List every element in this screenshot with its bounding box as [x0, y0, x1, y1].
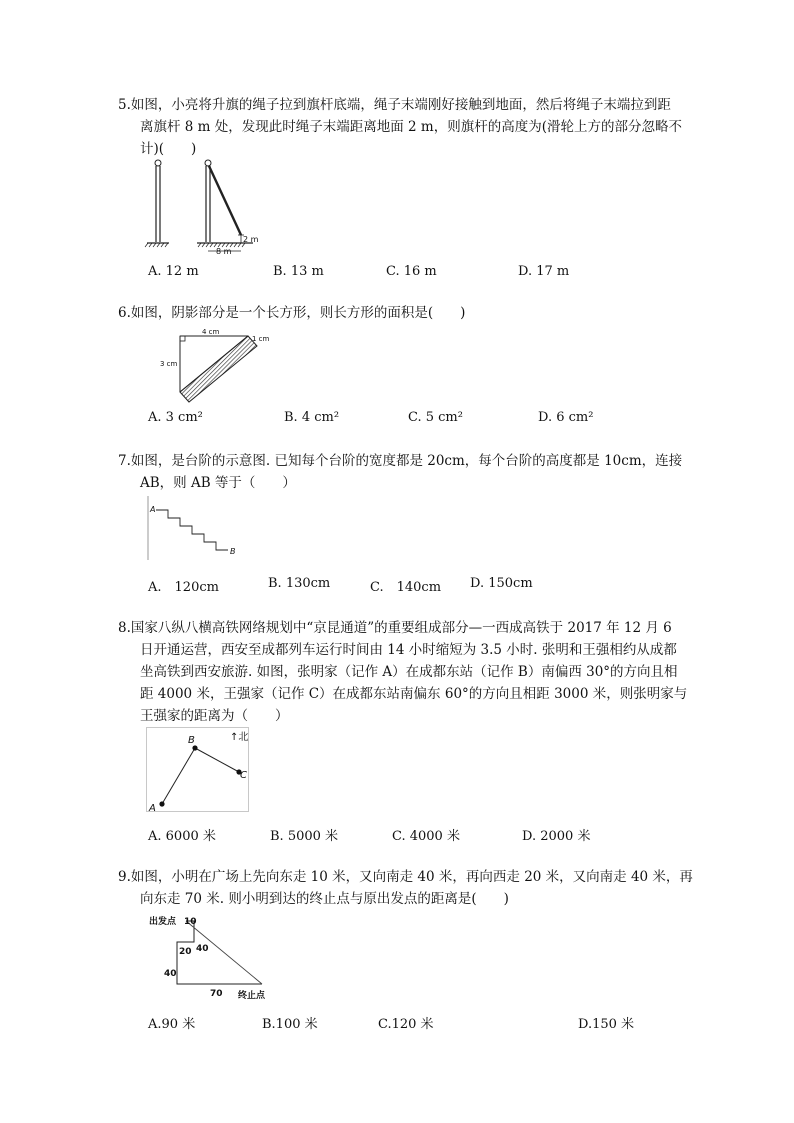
label-70: 70 — [210, 989, 223, 999]
label-b: B — [230, 547, 236, 556]
question-8-line1: 8.国家八纵八横高铁网络规划中“京昆通道”的重要组成部分—一西成高铁于 2017 年 12 月 6 — [118, 620, 672, 636]
question-5-line2: 离旗杆 8 m 处，发现此时绳子末端距离地面 2 m，则旗杆的高度为(滑轮上方的部分忽略不 — [140, 119, 683, 135]
question-8-figure — [146, 727, 256, 817]
question-6-line1: 6.如图，阴影部分是一个长方形，则长方形的面积是( ) — [118, 305, 466, 321]
label-20: 20 — [179, 947, 192, 957]
question-7-figure — [146, 496, 246, 564]
question-5 — [118, 94, 708, 160]
label-40-left: 40 — [164, 969, 177, 979]
rope — [209, 166, 241, 235]
option-c[interactable]: C. 4000 米 — [392, 829, 460, 844]
option-d[interactable]: D. 6 cm² — [538, 410, 594, 425]
option-d[interactable]: D. 2000 米 — [522, 829, 591, 844]
option-b[interactable]: B. 130cm — [268, 576, 331, 591]
pulley-left — [155, 160, 161, 166]
option-c[interactable]: C. 5 cm² — [408, 410, 463, 425]
label-a: A — [150, 505, 156, 514]
option-a[interactable]: A. 12 m — [148, 264, 199, 279]
question-9-figure — [146, 912, 276, 1004]
option-a[interactable]: A. 120cm — [148, 580, 219, 595]
label-4cm: 4 cm — [202, 328, 220, 336]
label-a: A — [149, 803, 156, 814]
label-start: 出发点 — [149, 917, 177, 927]
option-a[interactable]: A.90 米 — [148, 1017, 196, 1032]
question-7-line1: 7.如图，是台阶的示意图. 已知每个台阶的宽度都是 20cm，每个台阶的高度都是 10cm，连接 — [118, 453, 683, 469]
question-8-line4: 距 4000 米，王强家（记作 C）在成都东站南偏东 60°的方向且相距 3000 米，则张明家与 — [140, 686, 688, 702]
north-arrow: ↑北 — [230, 732, 249, 743]
question-9 — [118, 866, 708, 910]
label-b: B — [188, 735, 195, 746]
label-40-top: 40 — [196, 944, 209, 954]
question-6-figure — [160, 326, 280, 406]
question-7-line2: AB，则 AB 等于（ ） — [140, 475, 296, 491]
shaded-rectangle — [180, 336, 257, 402]
option-b[interactable]: B. 5000 米 — [270, 829, 339, 844]
question-9-line1: 9.如图，小明在广场上先向东走 10 米，又向南走 40 米，再向西走 20 米，又向南走 40 米，再 — [118, 869, 693, 885]
segment-ab — [162, 748, 195, 804]
option-c[interactable]: C. 140cm — [370, 580, 442, 595]
question-8-line3: 坐高铁到西安旅游. 如图，张明家（记作 A）在成都东站（记作 B）南偏西 30°的方向且相 — [140, 664, 678, 680]
option-a[interactable]: A. 6000 米 — [148, 829, 216, 844]
question-5-figure — [145, 158, 265, 258]
label-2m: 2 m — [243, 235, 259, 244]
label-10: 10 — [184, 917, 197, 927]
question-7 — [118, 450, 708, 494]
question-8-line5: 王强家的距离为（ ） — [140, 708, 289, 724]
label-1cm: 1 cm — [252, 335, 270, 343]
question-8-line2: 日开通运营，西安至成都列车运行时间由 14 小时缩短为 3.5 小时. 张明和王强相约从成都 — [140, 642, 677, 658]
option-c[interactable]: C. 16 m — [386, 264, 437, 279]
label-3cm: 3 cm — [160, 360, 178, 368]
option-b[interactable]: B. 13 m — [273, 264, 324, 279]
pulley-right — [205, 160, 211, 166]
option-d[interactable]: D.150 米 — [578, 1017, 635, 1032]
label-8m: 8 m — [216, 247, 232, 256]
staircase — [156, 510, 228, 550]
point-a — [159, 801, 164, 806]
option-c[interactable]: C.120 米 — [378, 1017, 434, 1032]
question-6 — [118, 302, 708, 324]
option-d[interactable]: D. 150cm — [470, 576, 533, 591]
option-d[interactable]: D. 17 m — [518, 264, 570, 279]
option-b[interactable]: B.100 米 — [262, 1017, 318, 1032]
question-9-line2: 向东走 70 米. 则小明到达的终止点与原出发点的距离是( ) — [140, 891, 509, 907]
question-5-line3: 计)( ) — [140, 141, 197, 157]
option-a[interactable]: A. 3 cm² — [148, 410, 203, 425]
label-end: 终止点 — [238, 991, 266, 1001]
label-c: C — [240, 770, 247, 781]
segment-bc — [195, 748, 239, 772]
question-8 — [118, 617, 708, 727]
question-5-line1: 5.如图，小亮将升旗的绳子拉到旗杆底端，绳子末端刚好接触到地面，然后将绳子末端拉到距 — [118, 97, 671, 113]
option-b[interactable]: B. 4 cm² — [284, 410, 340, 425]
point-b — [192, 745, 197, 750]
